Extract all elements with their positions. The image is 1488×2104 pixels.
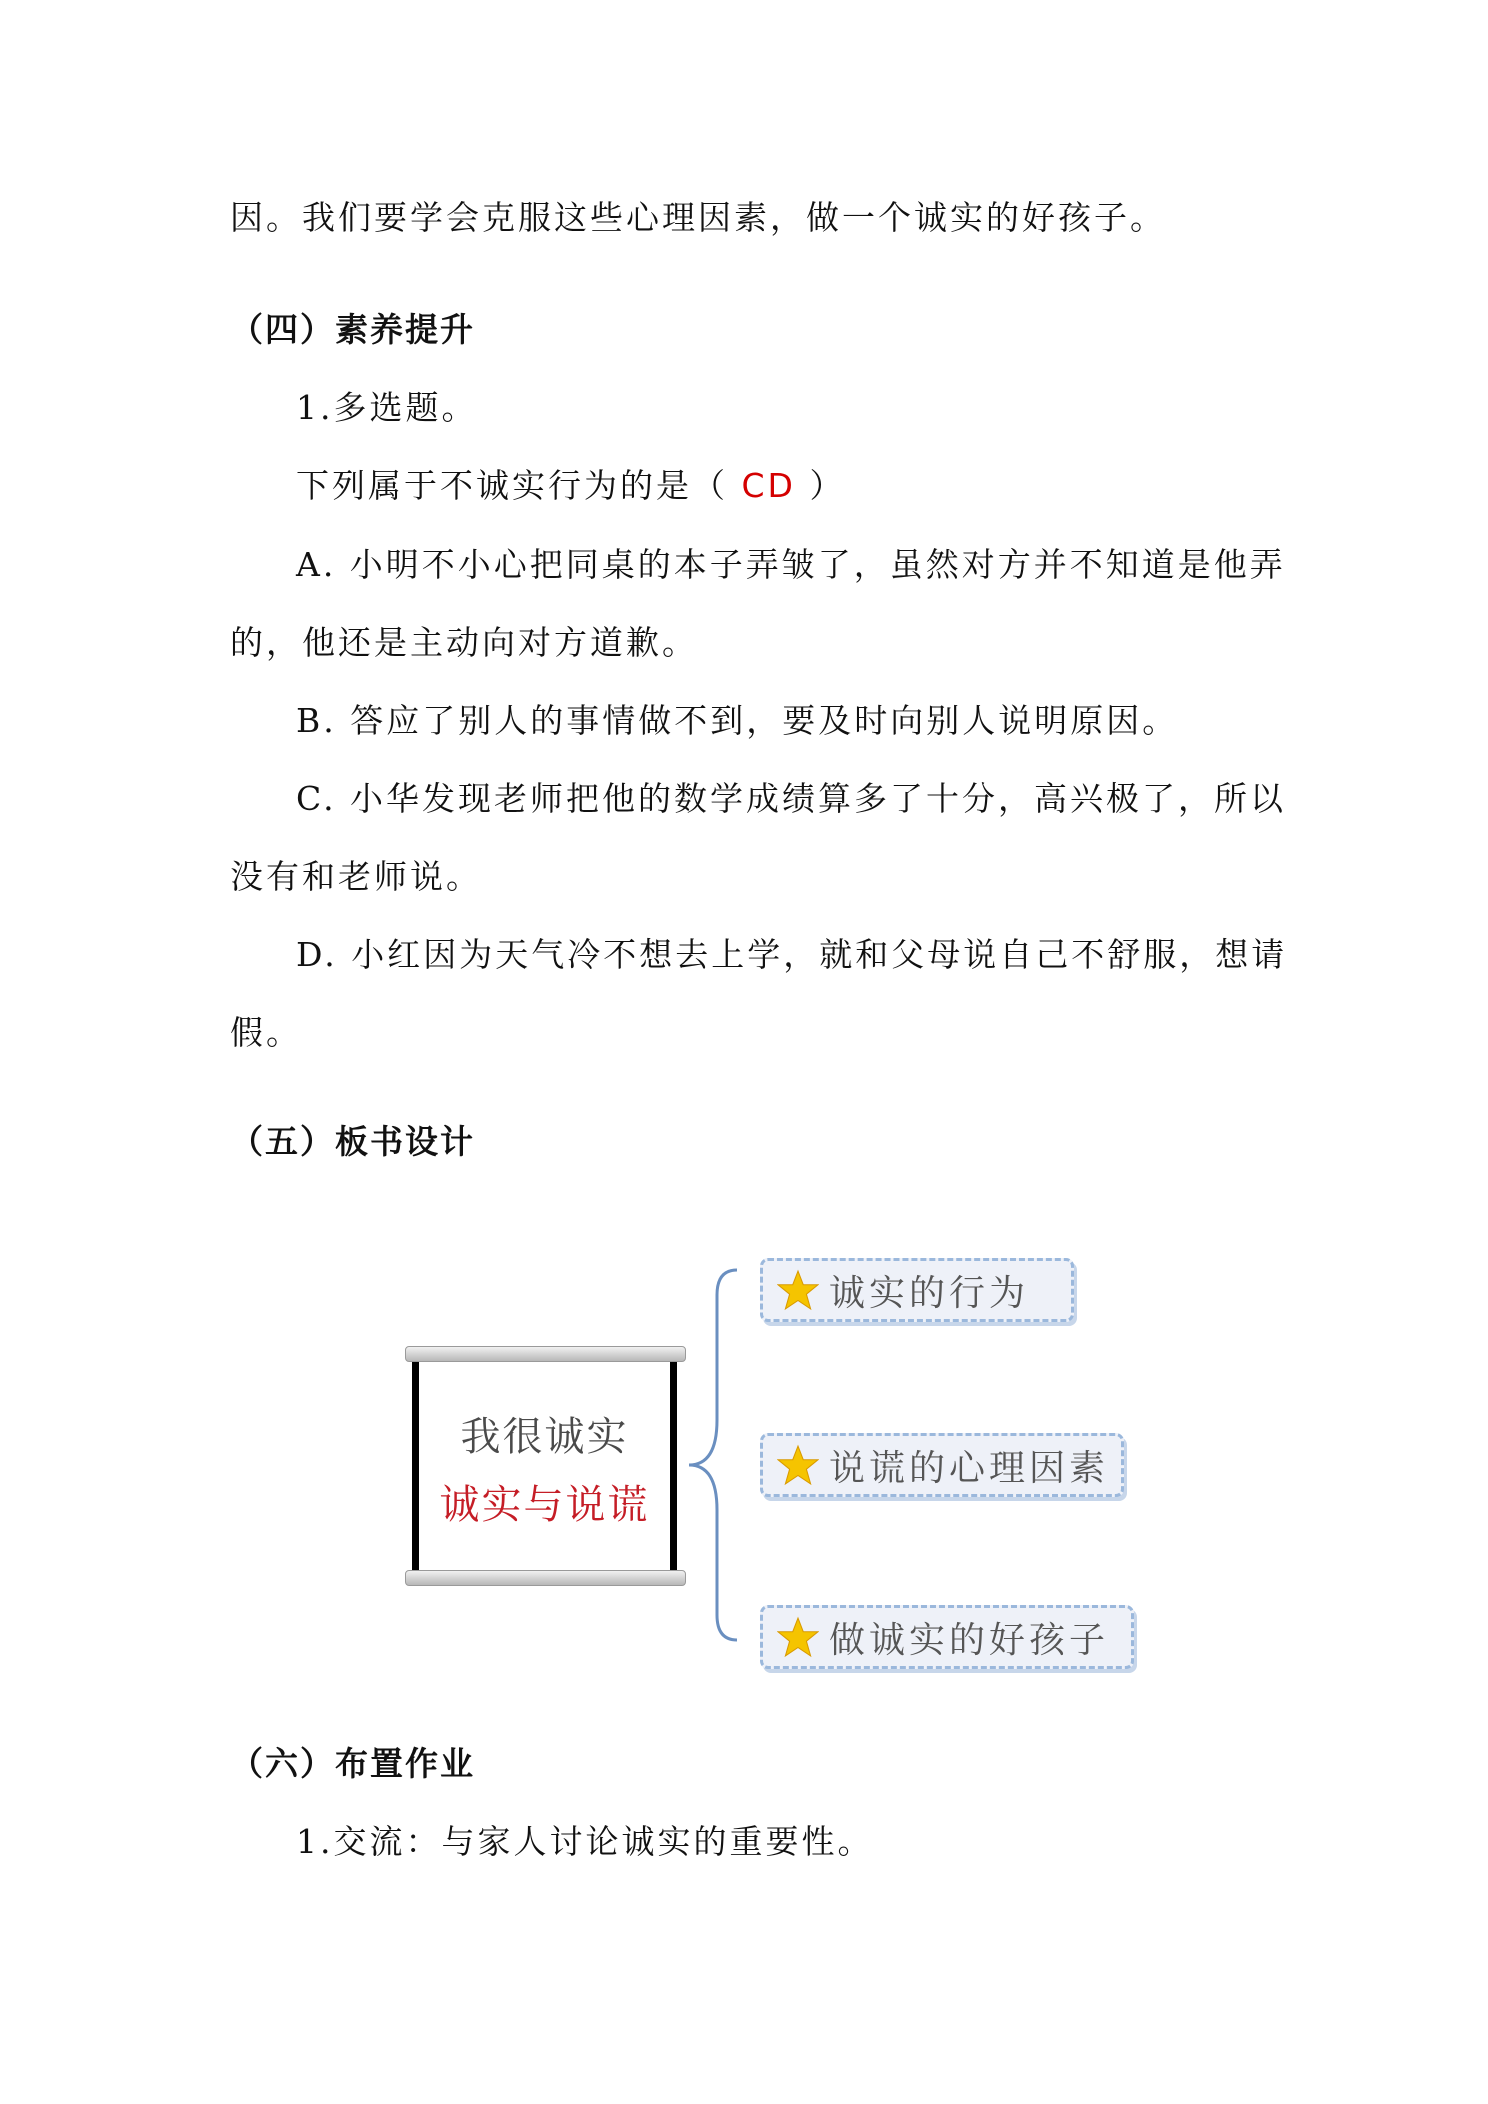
board-scroll xyxy=(412,1360,677,1572)
answer-text: CD xyxy=(741,466,796,505)
branch-label-1: 诚实的行为 xyxy=(829,1272,1030,1314)
question-prefix: 下列属于不诚实行为的是（ xyxy=(296,466,728,505)
board-subtitle: 诚实与说谎 xyxy=(439,1482,650,1528)
section5-heading: （五）板书设计 xyxy=(230,1122,475,1161)
scroll-rod-top xyxy=(405,1346,686,1362)
question-suffix: ） xyxy=(809,466,846,505)
star-icon xyxy=(777,1444,819,1486)
branch-label-2: 说谎的心理因素 xyxy=(829,1447,1110,1489)
option-a-line1: A. 小明不小心把同桌的本子弄皱了，虽然对方并不知道是他弄 xyxy=(296,545,1286,584)
board-design-diagram xyxy=(362,1205,1152,1710)
question-line xyxy=(296,466,845,506)
option-c-line2: 没有和老师说。 xyxy=(230,857,482,896)
star-icon xyxy=(777,1616,819,1658)
branch-label-3: 做诚实的好孩子 xyxy=(829,1619,1110,1661)
star-icon xyxy=(777,1269,819,1311)
branch-tag-1 xyxy=(760,1258,1074,1322)
option-b-line1: B. 答应了别人的事情做不到，要及时向别人说明原因。 xyxy=(296,701,1179,740)
section6-heading: （六）布置作业 xyxy=(230,1744,475,1783)
scroll-rod-bottom xyxy=(405,1570,686,1586)
option-a-line2: 的，他还是主动向对方道歉。 xyxy=(230,623,698,662)
intro-line: 因。我们要学会克服这些心理因素，做一个诚实的好孩子。 xyxy=(230,198,1166,237)
homework-item-1: 1.交流：与家人讨论诚实的重要性。 xyxy=(296,1822,874,1861)
option-c-line1: C. 小华发现老师把他的数学成绩算多了十分，高兴极了，所以 xyxy=(296,779,1287,818)
option-d-line1: D. 小红因为天气冷不想去上学，就和父母说自己不舒服，想请 xyxy=(296,935,1288,974)
option-d-line2: 假。 xyxy=(230,1013,302,1052)
board-brace xyxy=(677,1245,747,1665)
board-title: 我很诚实 xyxy=(460,1414,629,1460)
branch-tag-2 xyxy=(760,1433,1124,1497)
branch-tag-3 xyxy=(760,1605,1134,1669)
section4-heading: （四）素养提升 xyxy=(230,310,475,349)
question-number: 1.多选题。 xyxy=(296,388,478,427)
